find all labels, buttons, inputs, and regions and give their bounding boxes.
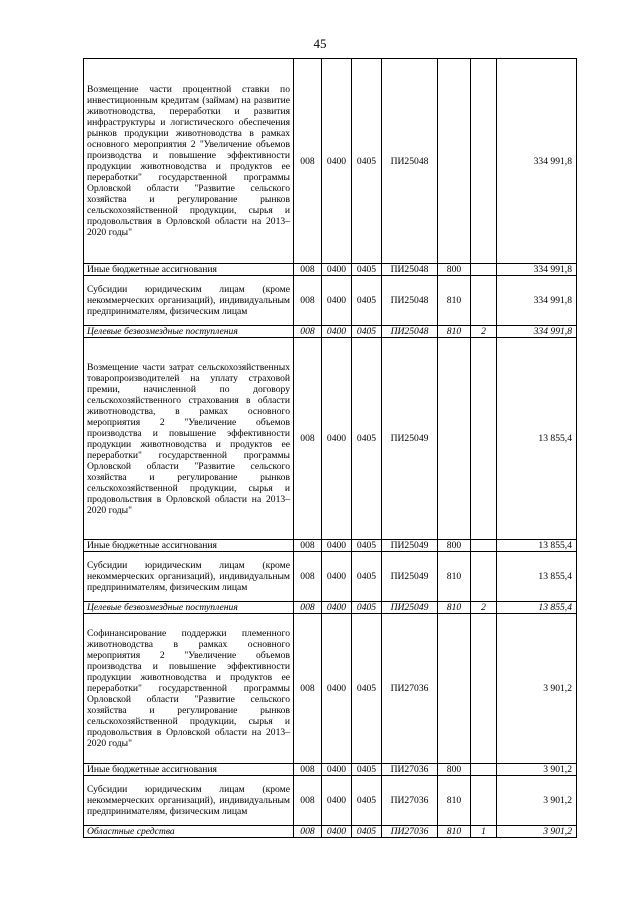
row-vr: 810 — [438, 326, 471, 338]
row-pr: 0405 — [352, 614, 382, 764]
row-pr: 0405 — [352, 764, 382, 776]
budget-table — [83, 58, 577, 838]
row-rz: 0400 — [322, 59, 352, 264]
row-vr — [438, 338, 471, 540]
row-sum: 334 991,8 — [497, 276, 577, 326]
row-name: Областные средства — [84, 826, 294, 838]
row-pr: 0405 — [352, 552, 382, 602]
row-pr: 0405 — [352, 826, 382, 838]
row-sum: 334 991,8 — [497, 59, 577, 264]
row-vr: 810 — [438, 602, 471, 614]
row-csr: ПИ27036 — [382, 764, 438, 776]
row-csr: ПИ25048 — [382, 326, 438, 338]
row-grbs: 008 — [294, 764, 322, 776]
row-vr — [438, 59, 471, 264]
row-rz: 0400 — [322, 552, 352, 602]
row-src — [471, 552, 497, 602]
row-src — [471, 276, 497, 326]
row-csr: ПИ25049 — [382, 552, 438, 602]
row-rz: 0400 — [322, 764, 352, 776]
row-src — [471, 614, 497, 764]
table-row — [84, 326, 577, 338]
row-rz: 0400 — [322, 540, 352, 552]
row-pr: 0405 — [352, 602, 382, 614]
row-rz: 0400 — [322, 276, 352, 326]
row-src — [471, 264, 497, 276]
row-csr: ПИ25048 — [382, 264, 438, 276]
table-row — [84, 540, 577, 552]
row-sum: 13 855,4 — [497, 552, 577, 602]
row-sum: 3 901,2 — [497, 776, 577, 826]
row-sum: 334 991,8 — [497, 326, 577, 338]
row-name: Целевые безвозмездные поступления — [84, 326, 294, 338]
row-src — [471, 776, 497, 826]
row-sum: 334 991,8 — [497, 264, 577, 276]
row-src: 1 — [471, 826, 497, 838]
row-pr: 0405 — [352, 776, 382, 826]
row-name: Софинансирование поддержки племенного животноводства в рамках основного мероприятия 2 "Увеличение объемов производства и повышение эффективности продукции животноводства и продуктов ее переработки" государственной программы Орловской области "Развитие сельского хозяйства и регулирование рынков сельскохозяйственной продукции, сырья и продовольствия в Орловской области на 2013–2020 годы" — [84, 614, 294, 764]
table-row — [84, 602, 577, 614]
row-rz: 0400 — [322, 338, 352, 540]
row-name: Иные бюджетные ассигнования — [84, 764, 294, 776]
table-row — [84, 552, 577, 602]
row-name: Иные бюджетные ассигнования — [84, 540, 294, 552]
row-name: Возмещение части процентной ставки по инвестиционным кредитам (займам) на развитие животноводства, переработки и развития инфраструктуры и логистического обеспечения рынков продукции животноводства в рамках основного мероприятия 2 "Увеличение объемов производства и повышение эффективности продукции животноводства и продуктов ее переработки" государственной программы Орловской области "Развитие сельского хозяйства и регулирование рынков сельскохозяйственной продукции, сырья и продовольствия в Орловской области на 2013–2020 годы" — [84, 59, 294, 264]
row-grbs: 008 — [294, 776, 322, 826]
row-name: Возмещение части затрат сельскохозяйственных товаропроизводителей на уплату страховой премии, начисленной по договору сельскохозяйственного страхования в области животноводства, в рамках основного мероприятия 2 "Увеличение объемов производства и повышение эффективности продукции животноводства и продуктов ее переработки" государственной программы Орловской области "Развитие сельского хозяйства и регулирование рынков сельскохозяйственной продукции, сырья и продовольствия в Орловской области на 2013–2020 годы" — [84, 338, 294, 540]
table-row — [84, 338, 577, 540]
table-row — [84, 276, 577, 326]
row-vr — [438, 614, 471, 764]
page-number: 45 — [313, 36, 327, 51]
row-vr: 810 — [438, 826, 471, 838]
row-rz: 0400 — [322, 776, 352, 826]
row-src — [471, 764, 497, 776]
row-grbs: 008 — [294, 614, 322, 764]
row-sum: 3 901,2 — [497, 614, 577, 764]
row-src: 2 — [471, 326, 497, 338]
table-row — [84, 264, 577, 276]
row-grbs: 008 — [294, 338, 322, 540]
row-rz: 0400 — [322, 826, 352, 838]
row-pr: 0405 — [352, 264, 382, 276]
row-csr: ПИ27036 — [382, 776, 438, 826]
row-csr: ПИ27036 — [382, 826, 438, 838]
table-row — [84, 764, 577, 776]
row-rz: 0400 — [322, 264, 352, 276]
row-src — [471, 59, 497, 264]
table-row — [84, 826, 577, 838]
row-src: 2 — [471, 602, 497, 614]
row-grbs: 008 — [294, 540, 322, 552]
row-csr: ПИ25049 — [382, 338, 438, 540]
budget-table-body — [84, 59, 577, 838]
row-name: Субсидии юридическим лицам (кроме некоммерческих организаций), индивидуальным предпринимателям, физическим лицам — [84, 776, 294, 826]
row-name: Субсидии юридическим лицам (кроме некоммерческих организаций), индивидуальным предпринимателям, физическим лицам — [84, 552, 294, 602]
row-grbs: 008 — [294, 264, 322, 276]
row-src — [471, 540, 497, 552]
row-vr: 810 — [438, 776, 471, 826]
row-name: Субсидии юридическим лицам (кроме некоммерческих организаций), индивидуальным предпринимателям, физическим лицам — [84, 276, 294, 326]
row-name: Иные бюджетные ассигнования — [84, 264, 294, 276]
row-vr: 800 — [438, 264, 471, 276]
row-src — [471, 338, 497, 540]
row-csr: ПИ25048 — [382, 276, 438, 326]
row-sum: 3 901,2 — [497, 764, 577, 776]
row-sum: 3 901,2 — [497, 826, 577, 838]
table-row — [84, 59, 577, 264]
row-sum: 13 855,4 — [497, 540, 577, 552]
row-vr: 800 — [438, 540, 471, 552]
row-csr: ПИ25048 — [382, 59, 438, 264]
row-sum: 13 855,4 — [497, 338, 577, 540]
row-pr: 0405 — [352, 276, 382, 326]
row-name: Целевые безвозмездные поступления — [84, 602, 294, 614]
table-row — [84, 776, 577, 826]
row-vr: 800 — [438, 764, 471, 776]
row-csr: ПИ27036 — [382, 614, 438, 764]
row-grbs: 008 — [294, 59, 322, 264]
row-rz: 0400 — [322, 326, 352, 338]
row-csr: ПИ25049 — [382, 540, 438, 552]
row-pr: 0405 — [352, 326, 382, 338]
row-rz: 0400 — [322, 614, 352, 764]
row-grbs: 008 — [294, 552, 322, 602]
row-sum: 13 855,4 — [497, 602, 577, 614]
row-grbs: 008 — [294, 276, 322, 326]
row-vr: 810 — [438, 276, 471, 326]
row-pr: 0405 — [352, 540, 382, 552]
row-grbs: 008 — [294, 826, 322, 838]
row-vr: 810 — [438, 552, 471, 602]
row-rz: 0400 — [322, 602, 352, 614]
row-grbs: 008 — [294, 326, 322, 338]
row-pr: 0405 — [352, 338, 382, 540]
table-row — [84, 614, 577, 764]
row-csr: ПИ25049 — [382, 602, 438, 614]
row-grbs: 008 — [294, 602, 322, 614]
row-pr: 0405 — [352, 59, 382, 264]
